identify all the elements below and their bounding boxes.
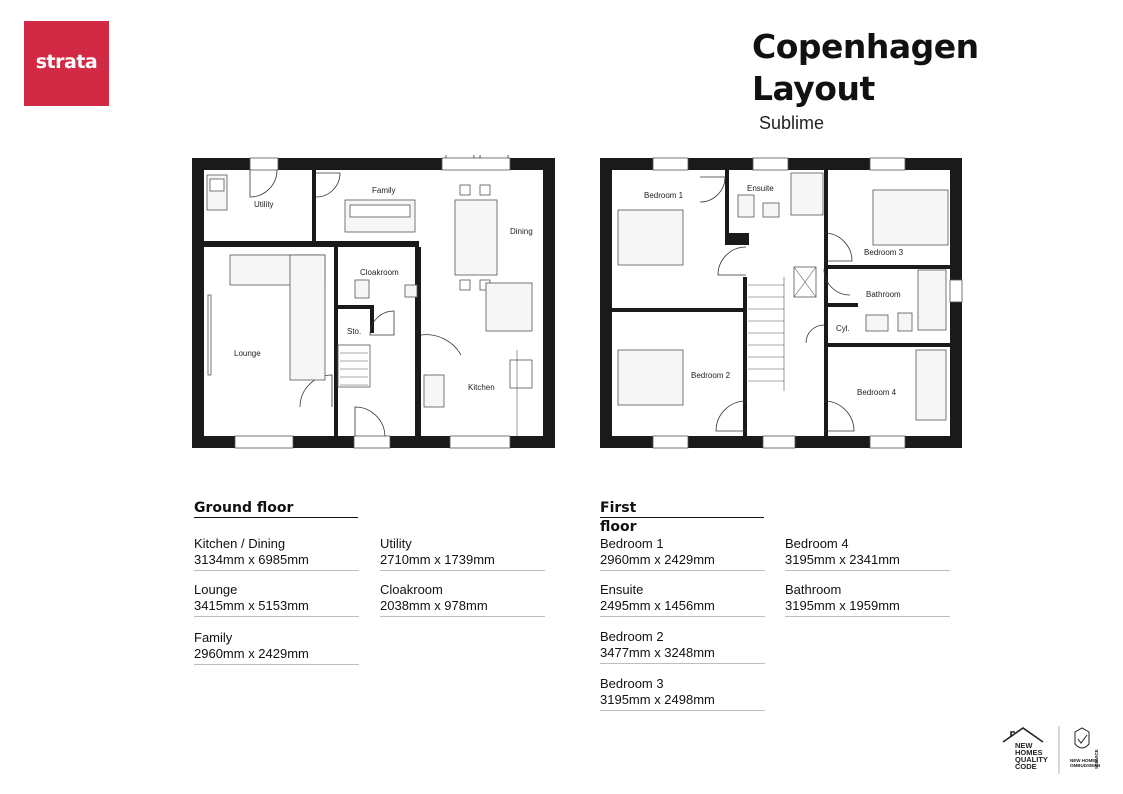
plan-label-bedroom-4: Bedroom 4 [857,388,897,397]
room-dims: 3477mm x 3248mm [600,645,715,660]
ground-floor-underline [194,517,358,518]
house-type-subtitle: Sublime [759,113,825,133]
ground-floor-plan [190,155,556,451]
room-name: Ensuite [600,582,644,597]
ground-floor-heading: Ground floor [194,500,294,516]
room-name: Cloakroom [380,582,443,597]
shield-check-icon [1075,728,1089,748]
nhqc-line-4: CODE [1015,762,1037,771]
first-floor-heading-line-2: floor [600,519,637,535]
room-dims: 2710mm x 1739mm [380,552,495,567]
room-name: Bedroom 3 [600,676,664,691]
nhqc-line-1: NEW [1015,741,1033,750]
room-name: Utility [380,536,412,551]
room-kitchen-dining [194,536,359,571]
room-bedroom-3 [600,676,765,711]
room-dims: 2960mm x 2429mm [194,646,309,661]
plan-label-cloakroom: Cloakroom [360,268,399,277]
room-name: Bathroom [785,582,842,597]
room-dims: 3195mm x 2341mm [785,552,900,567]
room-bathroom [785,582,950,617]
room-name: Kitchen / Dining [194,536,286,551]
room-dims: 3134mm x 6985mm [194,552,309,567]
room-dims: 2038mm x 978mm [380,598,488,613]
first-floor-plan [598,155,964,451]
room-dims: 2495mm x 1456mm [600,598,715,613]
room-name: Bedroom 2 [600,629,664,644]
room-lounge [194,582,359,617]
room-name: Bedroom 4 [785,536,849,551]
plan-label-bathroom: Bathroom [866,290,901,299]
nhqc-line-2: HOMES [1015,748,1043,757]
title-line-1: Copenhagen [752,27,979,66]
plan-label-store: Sto. [347,327,362,336]
room-family [194,630,359,665]
house-roof-icon [1003,728,1043,742]
room-dims: 3415mm x 5153mm [194,598,309,613]
page-title [752,26,979,110]
brand-name: strata [35,51,98,73]
accreditation-badges [1000,724,1105,776]
first-floor-heading-line-1: First [600,500,637,516]
room-dims: 3195mm x 2498mm [600,692,715,707]
room-name: Family [194,630,233,645]
nho-line-2: OMBUDSMAN [1070,763,1101,768]
room-utility [380,536,545,571]
nho-side-text: SERVICE [1094,749,1099,769]
room-name: Lounge [194,582,238,597]
title-line-2: Layout [752,69,875,108]
nho-line-1: NEW HOMES [1070,758,1099,763]
strata-logo [24,21,109,106]
room-bedroom-2 [600,629,765,664]
plan-label-kitchen: Kitchen [468,383,495,392]
plan-label-bedroom-1: Bedroom 1 [644,191,684,200]
plan-label-family: Family [372,186,396,195]
plan-label-bedroom-3: Bedroom 3 [864,248,904,257]
room-dims: 3195mm x 1959mm [785,598,900,613]
room-cloakroom [380,582,545,617]
plan-label-ensuite: Ensuite [747,184,774,193]
room-dims: 2960mm x 2429mm [600,552,715,567]
room-bedroom-1 [600,536,765,571]
plan-label-cylinder: Cyl. [836,324,850,333]
first-floor-heading [600,499,636,517]
plan-label-utility: Utility [254,200,274,209]
room-ensuite [600,582,765,617]
nhqc-line-3: QUALITY [1015,755,1048,764]
plan-label-bedroom-2: Bedroom 2 [691,371,731,380]
room-bedroom-4 [785,536,950,571]
room-name: Bedroom 1 [600,536,664,551]
plan-label-lounge: Lounge [234,349,261,358]
plan-label-dining: Dining [510,227,533,236]
